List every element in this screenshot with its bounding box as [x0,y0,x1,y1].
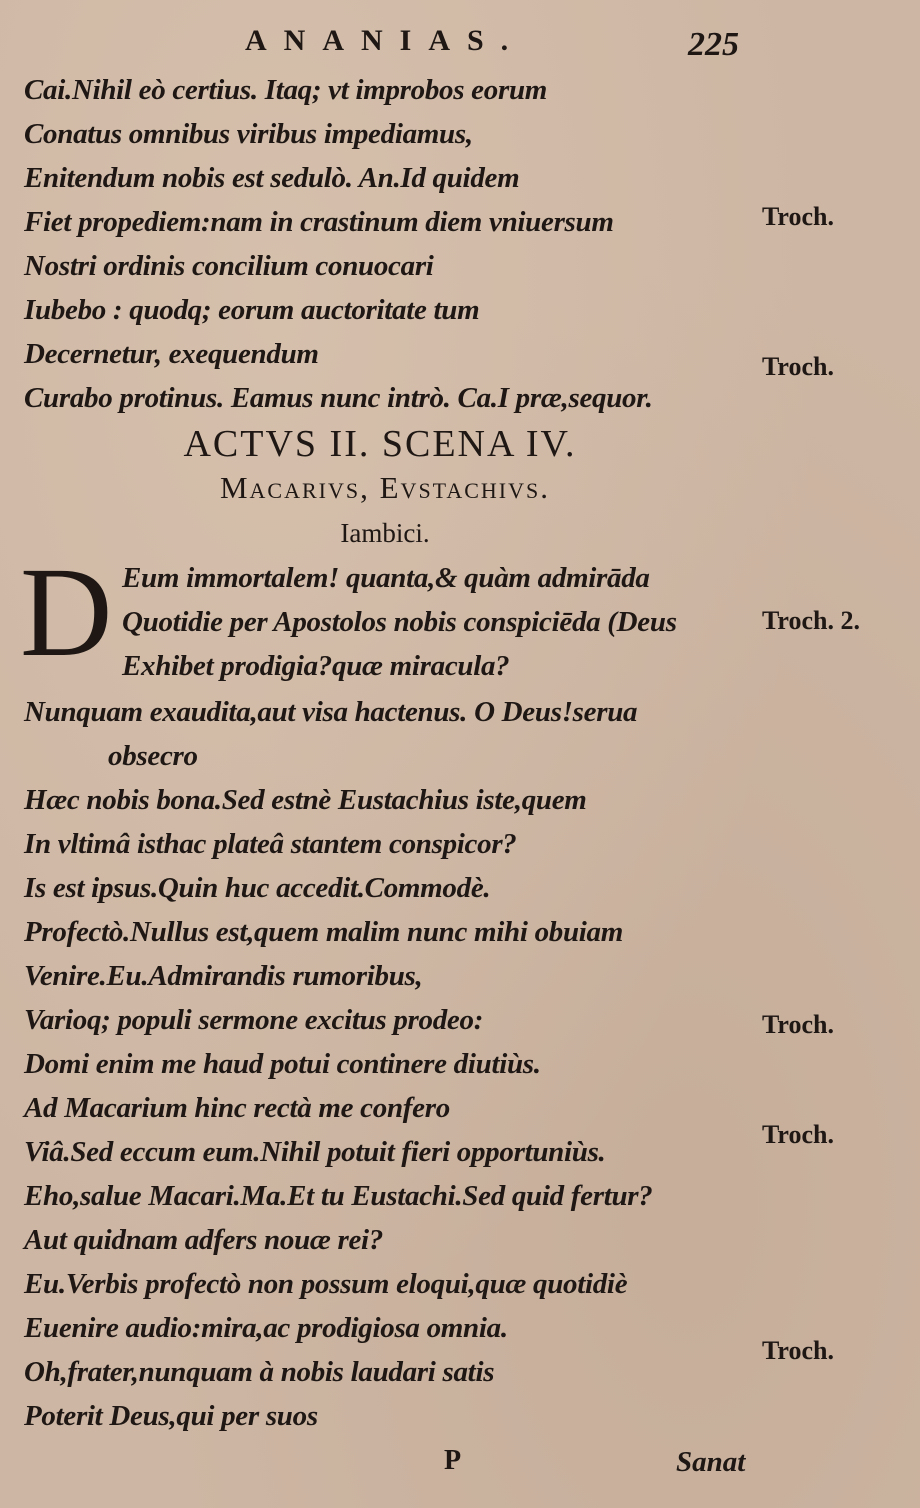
text-line: Cai.Nihil eò certius. Itaq; vt improbos eorum [24,74,548,106]
dramatis-personae: Macarivs, Evstachivs. [219,470,551,505]
text-line: Profectò.Nullus est,quem malim nunc mihi obuiam [24,916,624,948]
text-line: Venire.Eu.Admirandis rumoribus, [24,960,423,992]
margin-note: Troch. [762,1120,834,1149]
text-line: Euenire audio:mira,ac prodigiosa omnia. [24,1312,508,1344]
meter-label: Iambici. [340,518,430,548]
text-line: Ad Macarium hinc rectà me confero [24,1092,450,1124]
text-line: Conatus omnibus viribus impediamus, [24,118,473,150]
catchword: Sanat [676,1446,746,1478]
text-line: Fiet propediem:nam in crastinum diem vniuersum [24,206,614,238]
page-number: 225 [688,26,739,63]
text-line: Varioq; populi sermone excitus prodeo: [24,1004,484,1036]
text-line: Nostri ordinis concilium conuocari [24,250,434,282]
text-line: Hæc nobis bona.Sed estnè Eustachius iste,quem [24,784,587,816]
text-line: Oh,frater,nunquam à nobis laudari satis [24,1356,495,1388]
text-line: Decernetur, exequendum [24,338,319,370]
running-header: ANANIAS. [245,24,526,57]
text-line: obsecro [108,740,198,772]
drop-cap: D [20,541,113,683]
act-scene-heading: ACTVS II. SCENA IV. [183,423,577,465]
text-line: Enitendum nobis est sedulò. An.Id quidem [24,162,520,194]
text-line: Eho,salue Macari.Ma.Et tu Eustachi.Sed quid fertur? [24,1180,653,1212]
text-line: In vltimâ isthac plateâ stantem conspicor? [24,828,517,860]
text-line: Eum immortalem! quanta,& quàm admirāda [122,562,650,594]
text-line: Is est ipsus.Quin huc accedit.Commodè. [24,872,491,904]
text-line: Exhibet prodigia?quæ miracula? [122,650,510,682]
text-line: Nunquam exaudita,aut visa hactenus. O Deus!serua [24,696,638,728]
text-line: Viâ.Sed eccum eum.Nihil potuit fieri opportuniùs. [24,1136,606,1168]
text-line: Iubebo : quodq; eorum auctoritate tum [24,294,480,326]
margin-note: Troch. [762,352,834,381]
signature-mark: P [444,1445,462,1476]
text-line: Poterit Deus,qui per suos [24,1400,318,1432]
margin-note: Troch. [762,202,834,231]
text-line: Eu.Verbis profectò non possum eloqui,quæ quotidiè [24,1268,628,1300]
margin-note: Troch. [762,1010,834,1039]
margin-note: Troch. 2. [762,606,860,635]
text-line: Domi enim me haud potui continere diutiùs. [24,1048,541,1080]
text-line: Aut quidnam adfers nouæ rei? [24,1224,384,1256]
text-line: Quotidie per Apostolos nobis conspiciēda (Deus [122,606,677,638]
margin-note: Troch. [762,1336,834,1365]
text-line: Curabo protinus. Eamus nunc intrò. Ca.I præ,sequor. [24,382,653,414]
